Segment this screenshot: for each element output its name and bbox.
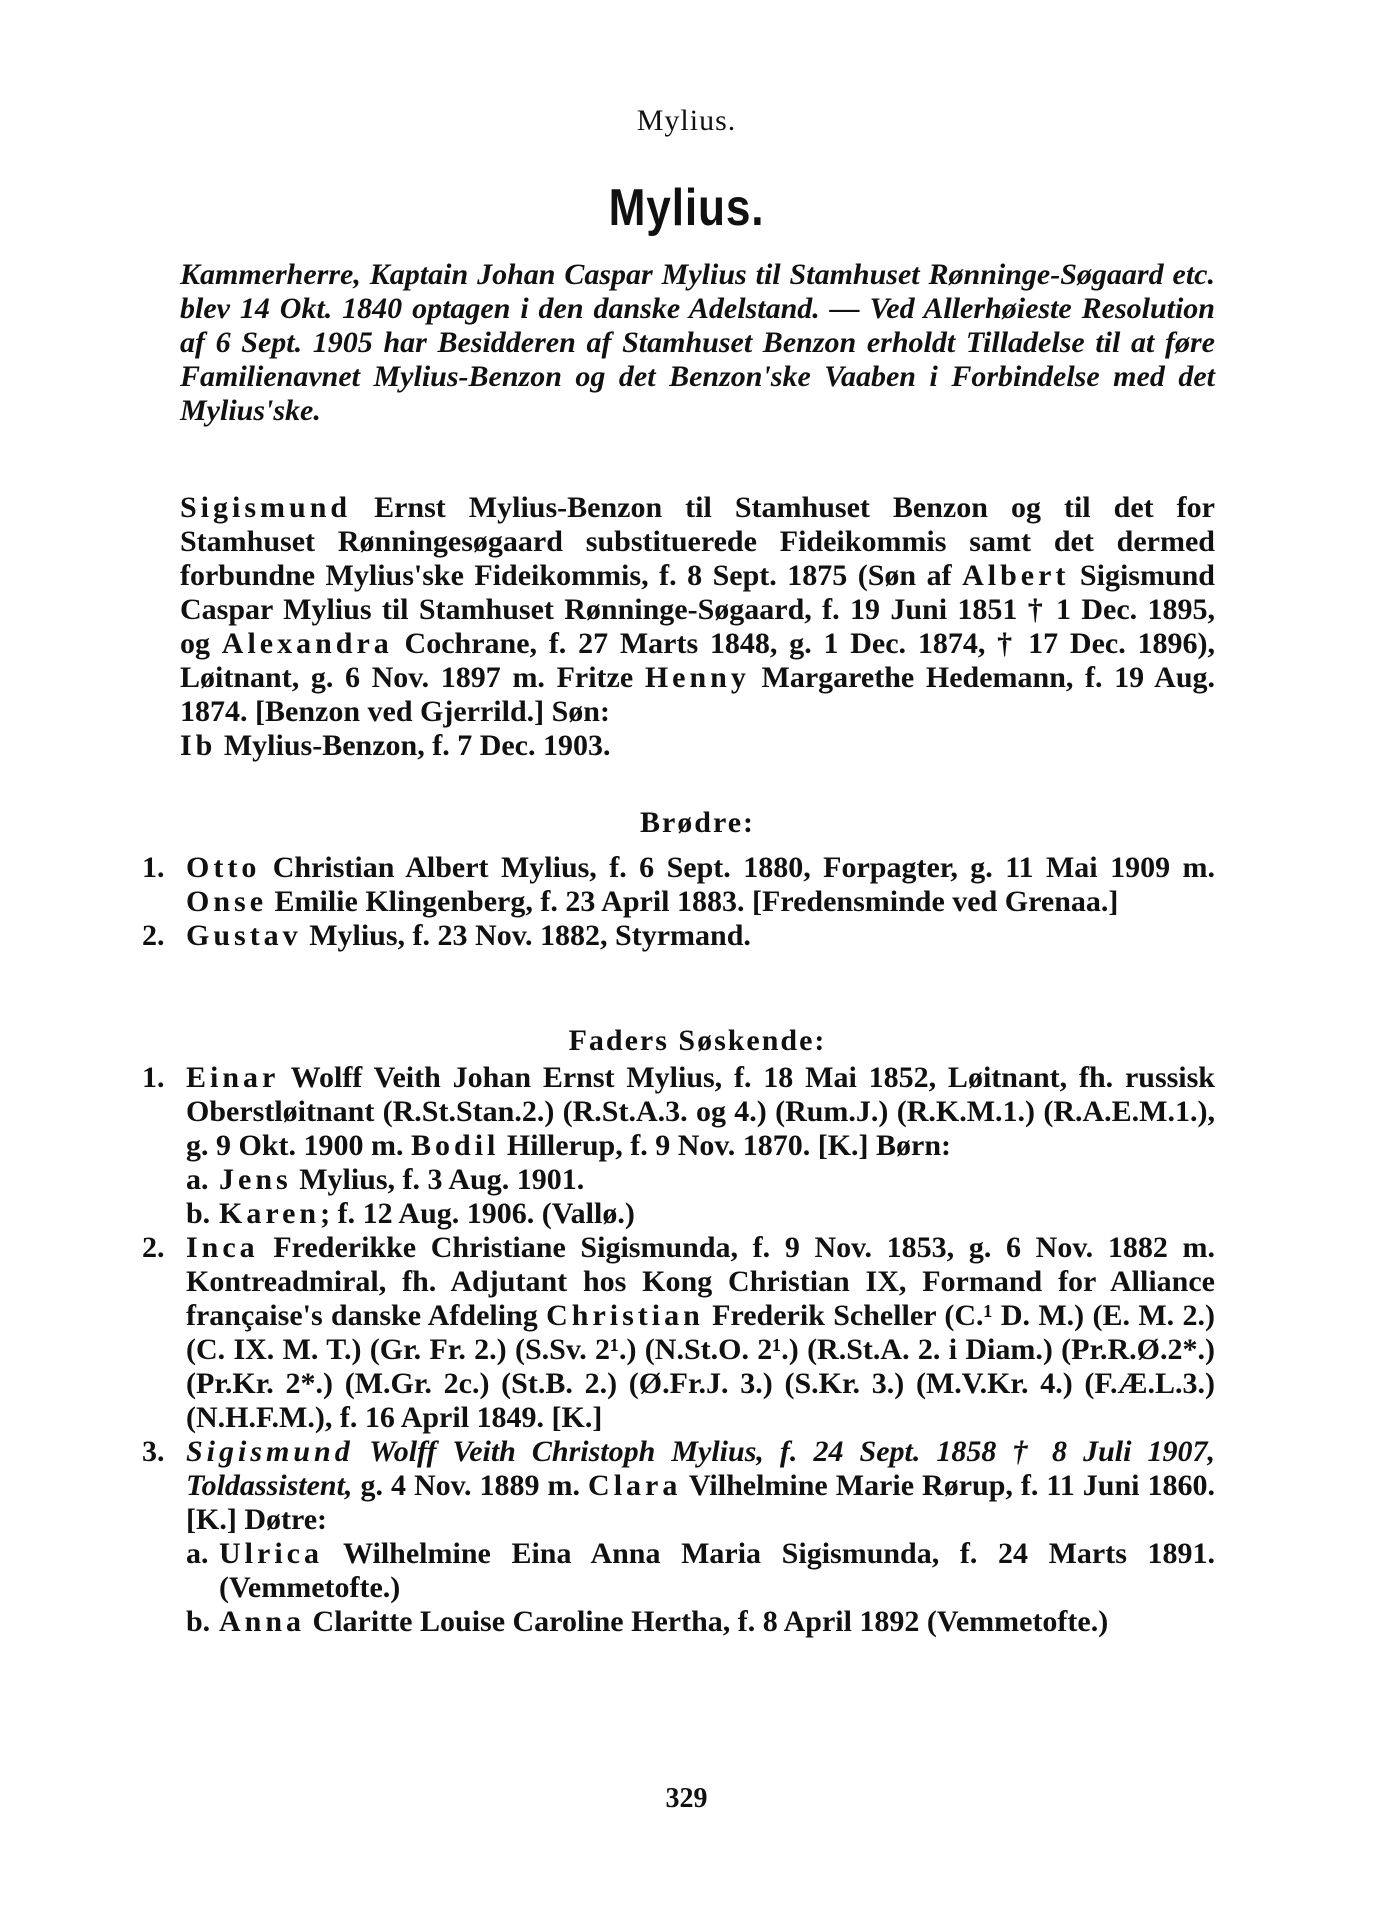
child-text: ; f. 12 Aug. 1906. (Vallø.) [320, 1197, 635, 1230]
item-text: Christian Albert Mylius, f. 6 Sept. 1880, Forpagter, g. 11 Mai 1909 m. [260, 851, 1215, 884]
main-name-1: Sigismund [180, 491, 352, 524]
intro-paragraph: Kammerherre, Kaptain Johan Caspar Mylius til Stamhuset Rønninge-Søgaard etc. blev 14 Okt. 1840 optagen i den danske Adelstand. — Ved Allerhøieste Resolution af 6 Sept. 1905 har Besidderen af Stamhuset Benzon erholdt Tilladelse til at føre Familienavnet Mylius-Benzon og det Benzon'ske Vaaben i Forbindelse med det Mylius'ske. [180, 258, 1215, 427]
child-item [186, 1197, 1215, 1231]
child-text: Mylius, f. 3 Aug. 1901. [291, 1163, 585, 1196]
running-head: Mylius. [636, 104, 737, 137]
item-number: 3. [142, 1435, 165, 1468]
item-name: Inca [186, 1231, 259, 1264]
item-name-2: Bodil [411, 1129, 500, 1162]
child-name: Jens [219, 1163, 292, 1196]
list-item [142, 851, 1215, 919]
child-number: a. [186, 1537, 209, 1570]
page-title: Mylius. [608, 179, 765, 237]
item-text: Mylius, f. 23 Nov. 1882, Styrmand. [301, 919, 751, 952]
page-number: 329 [665, 1783, 708, 1814]
child-name: Ulrica [219, 1537, 323, 1570]
item-number: 1. [142, 1061, 165, 1094]
item-text: g. 4 Nov. 1889 m. [352, 1469, 589, 1502]
brodre-list [142, 851, 1215, 953]
main-name-2: Albert [962, 559, 1070, 592]
main-entry-paragraph [180, 491, 1215, 763]
item-text-2: Emilie Klingenberg, f. 23 April 1883. [Fredensminde ved Grenaa.] [267, 885, 1119, 918]
item-text-2: Frederik Scheller (C.¹ D. M.) (E. M. 2.) (C. IX. M. T.) (Gr. Fr. 2.) (S.Sv. 2¹.) (N.St.O. 2¹.) (R.St.A. 2. i Diam.) (Pr.R.Ø.2*.) (Pr.Kr. 2*.) (M.Gr. 2c.) (St.B. 2.) (Ø.Fr.J. 3.) (S.Kr. 3.) (M.V.Kr. 4.) (F.Æ.L.3.) (N.H.F.M.), f. 16 April 1849. [K.] [186, 1299, 1215, 1434]
main-text-1: Ernst Mylius-Benzon til Stamhuset Benzon og til det for Stamhuset Rønningesøgaard substituerede Fideikommis samt det dermed forbundne Mylius'ske Fideikommis, f. 8 Sept. 1875 (Søn af [180, 491, 1215, 592]
item-number: 2. [142, 919, 165, 952]
list-item [142, 1231, 1215, 1435]
child-number: a. [186, 1163, 209, 1196]
item-text-2: Hillerup, f. 9 Nov. 1870. [K.] Børn: [499, 1129, 952, 1162]
child-item [186, 1605, 1215, 1639]
item-name: Gustav [186, 919, 302, 952]
main-text-2: Sigismund Caspar Mylius til Stamhuset Rønninge-Søgaard, f. 19 Juni 1851 † 1 Dec. 1895, og [180, 559, 1215, 660]
child-text: Claritte Louise Caroline Hertha, f. 8 April 1892 (Vemmetofte.) [305, 1605, 1109, 1638]
item-name: Einar [186, 1061, 280, 1094]
list-item [142, 919, 1215, 953]
main-text-3: Cochrane, f. 27 Marts 1848, g. 1 Dec. 1874, † 17 Dec. 1896), Løitnant, g. 6 Nov. 1897 m. Fritze [180, 627, 1215, 694]
child-name: Karen [219, 1197, 321, 1230]
child-item [186, 1537, 1215, 1605]
list-item [142, 1061, 1215, 1231]
child-number: b. [186, 1197, 211, 1230]
item-name-2: Christian [546, 1299, 704, 1332]
child-item [186, 1163, 1215, 1197]
main-name-3: Alexandra [221, 627, 393, 660]
main-text-5: Mylius-Benzon, f. 7 Dec. 1903. [216, 729, 611, 762]
item-number: 2. [142, 1231, 165, 1264]
main-name-4: Henny [644, 661, 750, 694]
item-text: Wolff Veith Johan Ernst Mylius, f. 18 Mai 1852, Løitnant, fh. russisk Oberstløitnant (R.St.Stan.2.) (R.St.A.3. og 4.) (Rum.J.) (R.K.M.1.) (R.A.E.M.1.), g. 9 Okt. 1900 m. [186, 1061, 1215, 1162]
main-name-5: Ib [180, 729, 217, 762]
item-number: 1. [142, 851, 165, 884]
child-number: b. [186, 1605, 211, 1638]
child-name: Anna [219, 1605, 306, 1638]
item-name: Otto [186, 851, 261, 884]
faders-list [142, 1061, 1216, 1639]
item-text: Frederikke Christiane Sigismunda, f. 9 Nov. 1853, g. 6 Nov. 1882 m. Kontreadmiral, fh. Adjutant hos Kong Christian IX, Formand for Alliance française's danske Afdeling [186, 1231, 1215, 1332]
child-text: Wilhelmine Eina Anna Maria Sigismunda, f. 24 Marts 1891. (Vemmetofte.) [219, 1537, 1215, 1604]
item-italic-text: Wolff Veith Christoph Mylius, f. 24 Sept. 1858 † 8 Juli 1907, Toldassistent, [186, 1435, 1215, 1502]
item-name-2: Clara [588, 1469, 682, 1502]
brodre-heading: Brødre: [639, 806, 756, 839]
item-name-2: Onse [186, 885, 268, 918]
faders-heading: Faders Søskende: [568, 1024, 827, 1057]
item-name: Sigismund [186, 1435, 354, 1468]
list-item [142, 1435, 1216, 1639]
item-text-2: Vilhelmine Marie Rørup, f. 11 Juni 1860. [K.] Døtre: [186, 1469, 1216, 1536]
main-text-4: Margarethe Hedemann, f. 19 Aug. 1874. [Benzon ved Gjerrild.] Søn: [180, 661, 1215, 728]
